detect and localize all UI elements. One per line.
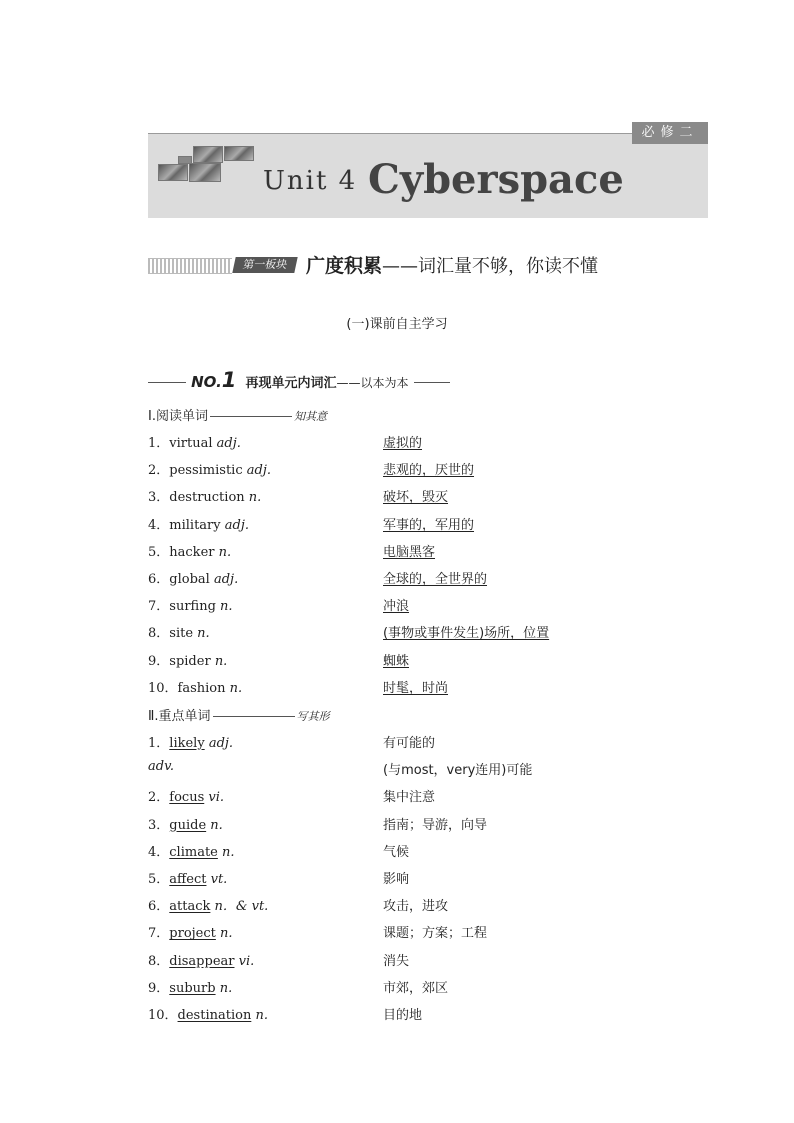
- part-of-speech: vi.: [208, 790, 225, 806]
- no1-mark: NO.: [191, 373, 222, 391]
- vocab-row: [148, 1004, 648, 1024]
- item-number: 4．: [148, 517, 170, 533]
- vocab-row: [148, 868, 648, 888]
- item-number: 8．: [148, 626, 170, 642]
- item-number: 3．: [148, 490, 170, 506]
- vocab-row: [148, 786, 648, 806]
- part-of-speech: adj.: [213, 572, 239, 587]
- vocab-row: [148, 595, 648, 615]
- chinese-meaning: 影响: [383, 872, 410, 887]
- part-of-speech: vt.: [210, 872, 228, 887]
- english-word: likely: [169, 736, 205, 751]
- english-word: destruction: [169, 490, 245, 506]
- vocab-row: [148, 977, 648, 997]
- vocab-word: [148, 841, 235, 860]
- vocab-word: [148, 486, 261, 505]
- vocab-word: [148, 922, 233, 941]
- vocab-row: [148, 541, 648, 561]
- vocab-row: [148, 814, 648, 834]
- english-word: project: [169, 926, 216, 942]
- item-number: 9．: [148, 653, 170, 669]
- chinese-meaning: 电脑黑客: [383, 544, 436, 560]
- chinese-meaning: 目的地: [383, 1008, 423, 1023]
- item-number: 9．: [148, 980, 170, 996]
- chinese-meaning: 消失: [383, 953, 410, 969]
- item-number: 10．: [148, 1008, 178, 1023]
- chinese-meaning: 冲浪: [383, 599, 410, 615]
- part-of-speech: n.: [248, 490, 262, 506]
- english-word: focus: [169, 790, 205, 806]
- vocab-row: [148, 650, 648, 670]
- photo-thumbnail: [224, 146, 254, 161]
- section-title-main: 广度积累: [306, 255, 383, 277]
- part-of-speech: n.: [220, 599, 233, 615]
- vocab-row: [148, 568, 648, 588]
- chinese-meaning: 指南；导游，向导: [383, 817, 488, 833]
- item-number: 2．: [148, 463, 170, 479]
- vocab-word: [148, 977, 232, 996]
- english-word: affect: [169, 872, 207, 887]
- part-of-speech: n．& vt.: [214, 899, 269, 915]
- chinese-meaning: 军事的，军用的: [383, 517, 475, 533]
- part-label: Ⅰ.阅读单词: [148, 409, 208, 424]
- chinese-meaning: 攻击，进攻: [383, 899, 449, 915]
- divider: [213, 716, 295, 717]
- section-title: [306, 251, 598, 278]
- vocab-row: [148, 759, 648, 779]
- vocab-word: [148, 868, 227, 887]
- vocab-word: [148, 514, 249, 533]
- english-word: guide: [169, 817, 207, 833]
- item-number: 7．: [148, 926, 170, 942]
- english-word: global: [169, 572, 210, 587]
- english-word: hacker: [169, 544, 215, 560]
- part-of-speech: n.: [219, 980, 233, 996]
- banner-photos: [158, 144, 253, 184]
- english-word: climate: [169, 844, 218, 860]
- vocab-word: [148, 732, 233, 751]
- vocab-row: [148, 459, 648, 479]
- part-key-header: [148, 705, 330, 724]
- vocab-word: [148, 950, 254, 969]
- chinese-meaning: 课题；方案；工程: [383, 926, 488, 942]
- no1-subtext: ——以本为本: [336, 376, 409, 390]
- english-word: fashion: [177, 680, 226, 696]
- english-word: attack: [169, 899, 211, 915]
- vocab-word: [148, 541, 231, 560]
- part-of-speech: adj.: [208, 736, 234, 751]
- vocab-word: [148, 786, 224, 805]
- divider: [148, 382, 186, 383]
- part-of-speech: n.: [214, 653, 228, 669]
- vocab-row: [148, 432, 648, 452]
- item-number: 1．: [148, 436, 170, 451]
- chinese-meaning: (与most，very连用)可能: [383, 763, 533, 779]
- unit-title: Cyberspace: [368, 156, 624, 203]
- part-of-speech: adj.: [216, 436, 241, 451]
- part-of-speech: vi.: [238, 953, 255, 969]
- vocab-row: [148, 895, 648, 915]
- part-hint: 知其意: [293, 410, 327, 423]
- item-number: 8．: [148, 953, 170, 969]
- vocab-row: [148, 677, 648, 697]
- vocab-word: [148, 677, 242, 696]
- vocab-row: [148, 514, 648, 534]
- chinese-meaning: 蜘蛛: [383, 653, 410, 669]
- english-word: destination: [177, 1008, 252, 1023]
- hatch-decoration: [148, 258, 232, 274]
- english-word: military: [169, 517, 221, 533]
- divider: [210, 416, 292, 417]
- unit-label: Unit 4: [263, 166, 358, 196]
- vocab-row: [148, 841, 648, 861]
- part-of-speech: n.: [218, 544, 232, 560]
- part-of-speech: n.: [229, 680, 243, 696]
- english-word: virtual: [169, 436, 213, 451]
- chinese-meaning: 全球的，全世界的: [383, 572, 488, 587]
- english-word: site: [169, 626, 194, 642]
- item-number: 7．: [148, 599, 170, 615]
- vocab-row: [148, 486, 648, 506]
- part-of-speech: adj.: [246, 463, 272, 479]
- photo-thumbnail: [193, 146, 223, 163]
- item-number: 5．: [148, 872, 170, 887]
- part-of-speech: n.: [197, 626, 210, 642]
- photo-thumbnail: [158, 164, 188, 181]
- photo-thumbnail: [189, 163, 221, 182]
- vocab-word: [148, 895, 268, 914]
- no1-text: 再现单元内词汇: [245, 376, 337, 391]
- vocab-row: [148, 950, 648, 970]
- item-number: 2．: [148, 790, 170, 806]
- subheading: (一)课前自主学习: [346, 317, 448, 332]
- item-number: 1．: [148, 736, 170, 751]
- chinese-meaning: 气候: [383, 844, 410, 860]
- vocab-word: [148, 432, 241, 451]
- chinese-meaning: 悲观的，厌世的: [383, 463, 475, 479]
- chinese-meaning: (事物或事件发生)场所，位置: [383, 626, 550, 642]
- english-word: pessimistic: [169, 463, 243, 479]
- vocab-word: [148, 759, 174, 774]
- part-of-speech: n.: [210, 817, 223, 833]
- vocab-row: [148, 922, 648, 942]
- english-word: suburb: [169, 980, 216, 996]
- part-reading-header: [148, 405, 327, 424]
- chinese-meaning: 市郊，郊区: [383, 980, 449, 996]
- chinese-meaning: 有可能的: [383, 736, 436, 751]
- part-of-speech: n.: [220, 926, 233, 942]
- english-word: surfing: [169, 599, 216, 615]
- vocab-word: [148, 650, 227, 669]
- vocab-row: [148, 732, 648, 752]
- part-of-speech: n.: [222, 844, 235, 860]
- section-subtitle: ——词汇量不够，你读不懂: [382, 256, 599, 277]
- chinese-meaning: 集中注意: [383, 790, 436, 806]
- item-number: 10．: [148, 680, 178, 696]
- vocab-word: [148, 814, 223, 833]
- book-tag: 必修二: [632, 122, 708, 144]
- vocab-word: [148, 568, 238, 587]
- english-word: spider: [169, 653, 211, 669]
- chinese-meaning: 破坏，毁灭: [383, 490, 449, 506]
- unit-banner: [148, 125, 708, 218]
- item-number: 4．: [148, 844, 170, 860]
- section-tag: 第一板块: [232, 257, 297, 273]
- vocab-word: [148, 459, 271, 478]
- part-of-speech: adj.: [224, 517, 250, 533]
- item-number: 3．: [148, 817, 170, 833]
- item-number: 5．: [148, 544, 170, 560]
- item-number: 6．: [148, 899, 170, 915]
- part-hint: 写其形: [296, 710, 330, 723]
- vocab-word: [148, 1004, 268, 1023]
- section-header: [148, 255, 708, 277]
- english-word: disappear: [169, 953, 235, 969]
- vocab-row: [148, 622, 648, 642]
- vocab-word: [148, 595, 233, 614]
- vocab-word: [148, 622, 210, 641]
- no1-heading: [148, 368, 450, 390]
- divider: [414, 382, 450, 383]
- no1-number: 1: [221, 368, 237, 392]
- chinese-meaning: 虚拟的: [383, 436, 423, 451]
- item-number: 6．: [148, 572, 170, 587]
- part-label: Ⅱ.重点单词: [148, 709, 211, 724]
- part-of-speech: adv.: [148, 759, 175, 775]
- part-of-speech: n.: [255, 1008, 268, 1023]
- chinese-meaning: 时髦，时尚: [383, 680, 449, 696]
